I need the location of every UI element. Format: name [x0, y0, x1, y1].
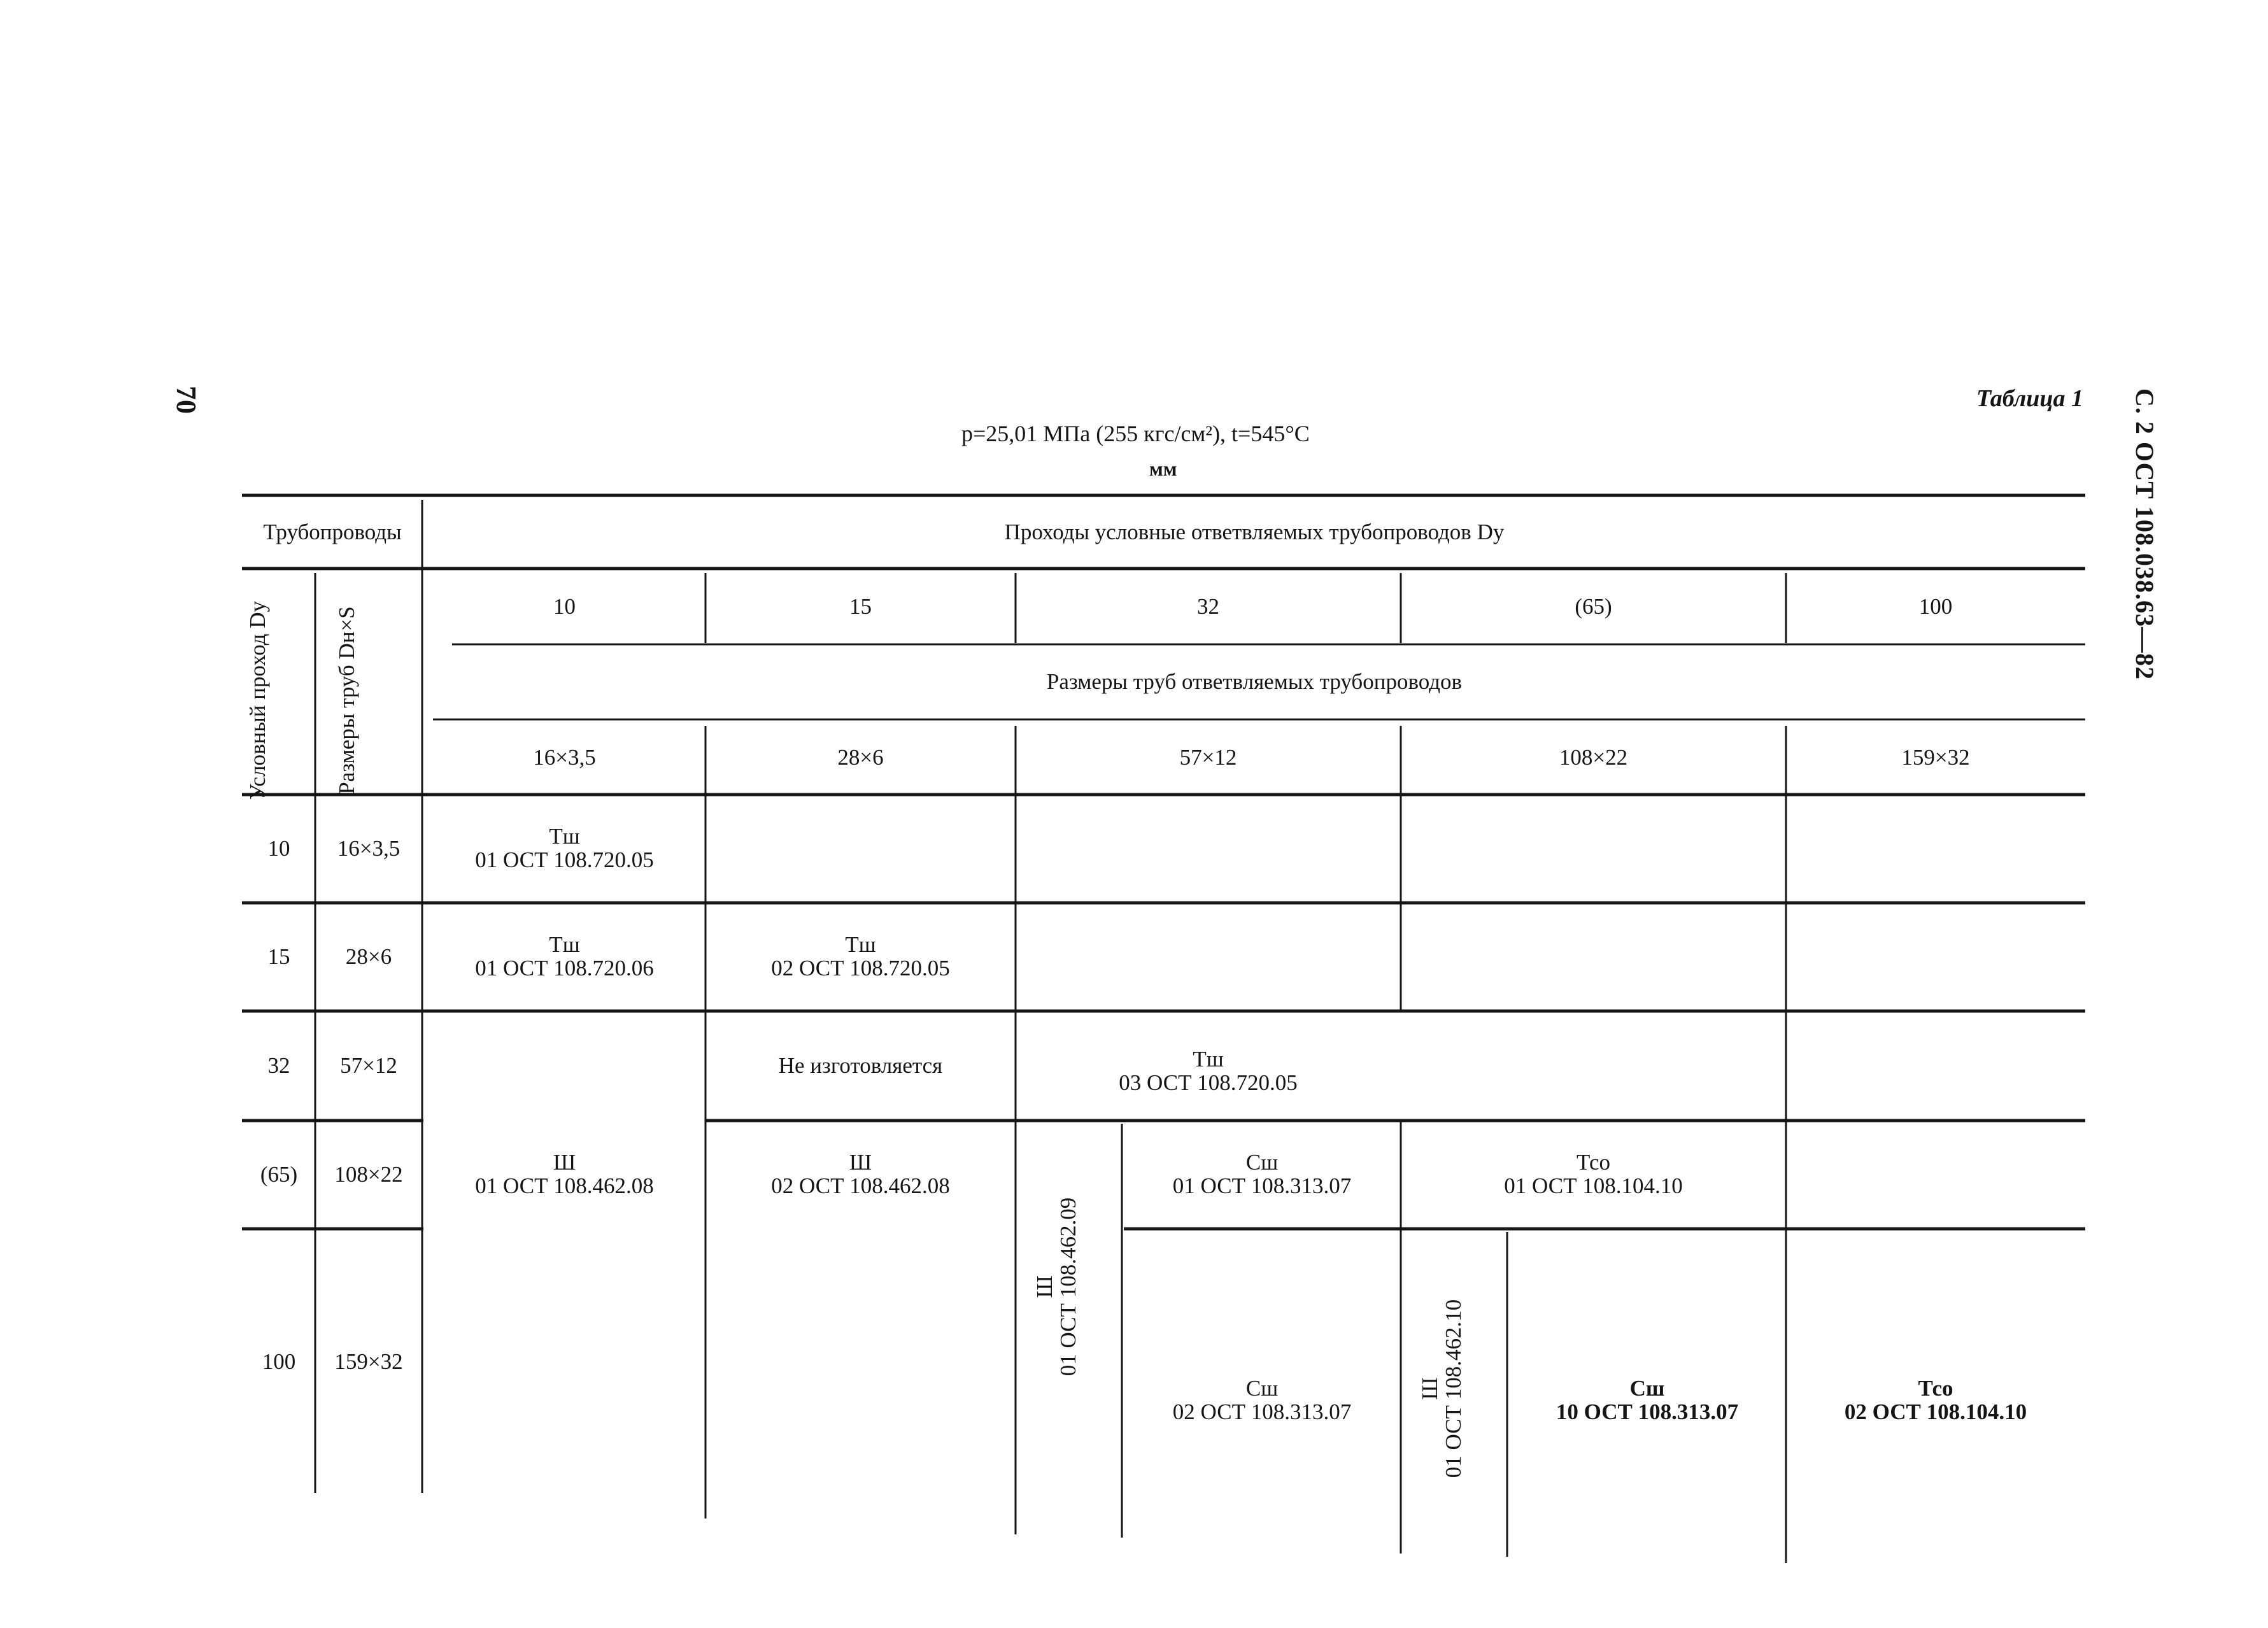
header-pipelines: Трубопроводы	[263, 519, 402, 544]
dn-header-10: 10	[553, 593, 576, 619]
size-header-10: 16×3,5	[533, 744, 596, 770]
header-branch-sizes-title: Размеры труб ответвляемых трубопроводов	[1046, 669, 1463, 694]
cell-r100-c32: Сш 02 ОСТ 108.313.07	[1172, 1376, 1352, 1424]
row-size-32: 57×12	[340, 1052, 397, 1078]
dn-header-65: (65)	[1575, 593, 1612, 619]
header-pipe-sizes: Размеры труб Dн×S	[334, 606, 359, 795]
row-dy-32: 32	[267, 1052, 290, 1078]
header-conditional-pass: Условный проход Dу	[245, 600, 270, 800]
cell-c15-lower: Ш 02 ОСТ 108.462.08	[771, 1150, 950, 1198]
cell-r100-c100: Тсо 02 ОСТ 108.104.10	[1844, 1376, 2027, 1424]
row-dy-65: (65)	[260, 1161, 298, 1187]
side-header: С. 2 ОСТ 108.038.63—82	[2130, 388, 2159, 681]
header-passages-title: Проходы условные ответвляемых трубопроводов Dу	[1004, 519, 1505, 544]
cell-c10-lower: Ш 01 ОСТ 108.462.08	[475, 1150, 654, 1198]
units-label: мм	[1149, 457, 1177, 480]
page-number: 70	[171, 386, 202, 414]
row-dy-15: 15	[267, 944, 290, 969]
row-dy-100: 100	[262, 1348, 296, 1374]
dn-header-32: 32	[1197, 593, 1219, 619]
row-size-65: 108×22	[334, 1161, 403, 1187]
table-label: Таблица 1	[1976, 385, 2083, 412]
cell-r15-c10: Тш 01 ОСТ 108.720.06	[475, 932, 654, 980]
row-size-100: 159×32	[334, 1348, 403, 1374]
cell-r32-c15: Не изготовляется	[778, 1052, 943, 1078]
size-header-32: 57×12	[1179, 744, 1237, 770]
cell-c32-vertical: Ш 01 ОСТ 108.462.09	[1032, 1197, 1081, 1377]
cell-r100-c65: Сш 10 ОСТ 108.313.07	[1556, 1376, 1739, 1424]
cell-r65-c65: Тсо 01 ОСТ 108.104.10	[1504, 1150, 1683, 1198]
cell-r65-c32: Сш 01 ОСТ 108.313.07	[1172, 1150, 1352, 1198]
cell-r10-c10: Тш 01 ОСТ 108.720.05	[475, 824, 654, 872]
dn-header-15: 15	[849, 593, 872, 619]
row-size-10: 16×3,5	[337, 835, 400, 861]
size-header-15: 28×6	[837, 744, 884, 770]
cell-r32-c32: Тш 03 ОСТ 108.720.05	[1119, 1047, 1298, 1095]
row-size-15: 28×6	[345, 944, 392, 969]
row-dy-10: 10	[267, 835, 290, 861]
size-header-65: 108×22	[1559, 744, 1628, 770]
size-header-100: 159×32	[1901, 744, 1970, 770]
cell-c65-vertical: Ш 01 ОСТ 108.462.10	[1417, 1299, 1466, 1478]
dn-header-100: 100	[1918, 593, 1953, 619]
parameters-line: p=25,01 МПа (255 кгс/см²), t=545°С	[961, 421, 1310, 446]
cell-r15-c15: Тш 02 ОСТ 108.720.05	[771, 932, 950, 980]
